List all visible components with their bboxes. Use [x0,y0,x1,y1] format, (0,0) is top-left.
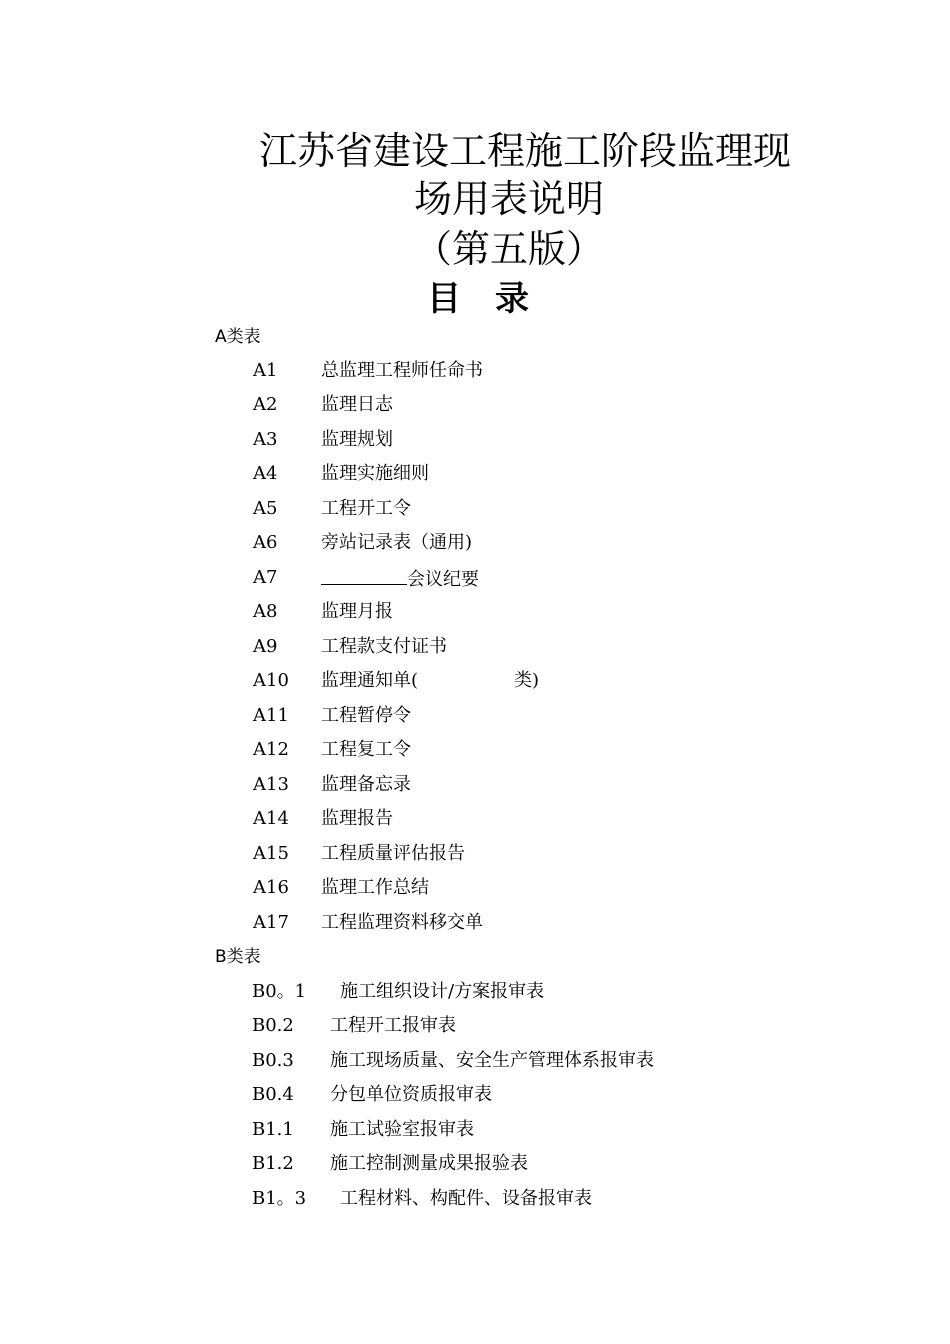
entry-name: 监理报告 [321,808,393,829]
toc-entry-a5 [253,497,703,521]
toc-entry-b0-1 [252,980,752,1004]
toc-entry-a14 [253,807,703,831]
section-b-label: B类表 [215,947,261,967]
entry-code: B0。1 [252,981,307,1002]
entry-code: A15 [253,843,289,864]
entry-name: 工程款支付证书 [321,636,447,657]
entry-name: 监理日志 [321,394,393,415]
fill-in-blank [321,566,407,585]
entry-name: 工程开工报审表 [330,1015,456,1036]
entry-code: B0.2 [252,1015,294,1036]
entry-code: A5 [253,498,278,519]
entry-name: 监理工作总结 [321,877,429,898]
document-title-line-3: （第五版） [413,227,604,271]
toc-entry-a1 [253,359,703,383]
entry-name: 施工现场质量、安全生产管理体系报审表 [330,1050,654,1071]
toc-entry-a8 [253,600,703,624]
entry-name-suffix: 类) [514,670,540,691]
entry-code: A3 [253,429,278,450]
toc-entry-a13 [253,773,703,797]
toc-entry-b1-1 [252,1118,752,1142]
entry-name: 工程复工令 [321,739,411,760]
entry-code: A14 [253,808,289,829]
entry-code: A11 [253,705,289,726]
entry-code: A12 [253,739,289,760]
entry-code: B1.2 [252,1153,294,1174]
entry-name: 工程监理资料移交单 [321,912,483,933]
toc-entry-b0-4 [252,1083,752,1107]
entry-name: 工程开工令 [321,498,411,519]
entry-name: 总监理工程师任命书 [321,360,483,381]
toc-entry-a2 [253,393,703,417]
entry-name-with-gap [321,669,539,693]
entry-code: B0.4 [252,1084,294,1105]
toc-entry-b1-3 [252,1187,752,1211]
toc-entry-a11 [253,704,703,728]
entry-name: 施工组织设计/方案报审表 [340,981,545,1002]
entry-code: A2 [253,394,278,415]
toc-entry-b1-2 [252,1152,752,1176]
entry-code: B0.3 [252,1050,294,1071]
toc-entry-a15 [253,842,703,866]
entry-name: 旁站记录表（通用) [321,532,473,553]
entry-name: 工程材料、构配件、设备报审表 [340,1188,592,1209]
toc-entry-a9 [253,635,703,659]
entry-name: 施工控制测量成果报验表 [330,1153,528,1174]
entry-name: 工程质量评估报告 [321,843,465,864]
entry-code: A8 [253,601,278,622]
toc-entry-a6 [253,531,703,555]
entry-name: 监理备忘录 [321,774,411,795]
toc-entry-a16 [253,876,703,900]
entry-code: B1.1 [252,1119,294,1140]
entry-code: A16 [253,877,289,898]
entry-name-with-blank [321,566,479,592]
entry-name: 施工试验室报审表 [330,1119,474,1140]
toc-heading: 目录 [427,279,563,319]
document-title-line-2: 场用表说明 [413,177,604,221]
toc-entry-a3 [253,428,703,452]
entry-name: 监理月报 [321,601,393,622]
entry-code: A1 [253,360,278,381]
entry-name: 监理实施细则 [321,463,429,484]
toc-entry-a17 [253,911,703,935]
toc-entry-a4 [253,462,703,486]
entry-code: A9 [253,636,278,657]
entry-name-prefix: 监理通知单( [321,670,419,691]
toc-entry-a10 [253,669,703,693]
toc-entry-a12 [253,738,703,762]
entry-code: A10 [253,670,289,691]
toc-entry-a7 [253,566,703,590]
entry-code: A13 [253,774,289,795]
entry-code: A17 [253,912,289,933]
entry-name: 工程暂停令 [321,705,411,726]
entry-code: A6 [253,532,278,553]
entry-code: A7 [253,567,278,588]
entry-code: B1。3 [252,1188,307,1209]
entry-name-text: 会议纪要 [407,569,479,590]
toc-entry-b0-2 [252,1014,752,1038]
entry-name: 监理规划 [321,429,393,450]
toc-entry-b0-3 [252,1049,752,1073]
entry-code: A4 [253,463,278,484]
entry-name: 分包单位资质报审表 [330,1084,492,1105]
section-a-label: A类表 [215,327,261,347]
document-title-line-1: 江苏省建设工程施工阶段监理现 [258,129,791,173]
